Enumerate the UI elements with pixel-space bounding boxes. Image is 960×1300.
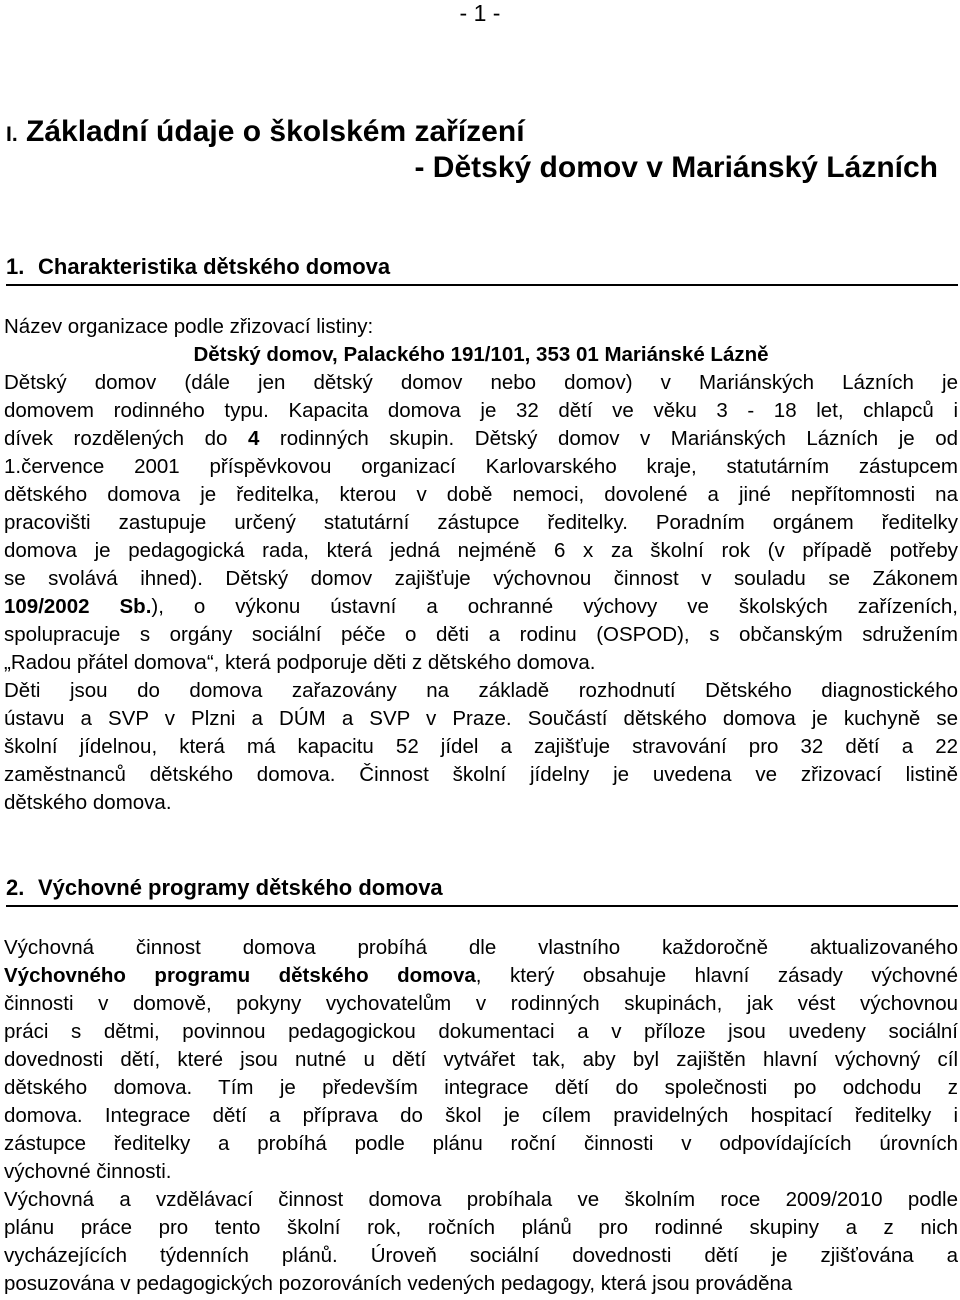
paragraph-line: domovem rodinného typu. Kapacita domova je 32 dětí ve věku 3 - 18 let, chlapců i bbox=[4, 399, 958, 422]
paragraph-line: Dětský domov, Palackého 191/101, 353 01 Mariánské Lázně bbox=[193, 343, 769, 366]
paragraph-line: se svolává ihned). Dětský domov zajišťuje výchovnou činnost v souladu se Zákonem bbox=[4, 567, 958, 590]
paragraph-line: dětského domova je ředitelka, kterou v době nemoci, dovolené a jiné nepřítomnosti na bbox=[4, 483, 958, 506]
section-2-number: 2. bbox=[6, 875, 25, 900]
paragraph-line: Dětský domov (dále jen dětský domov nebo domov) v Mariánských Lázních je bbox=[4, 371, 958, 394]
paragraph-line: Název organizace podle zřizovací listiny: bbox=[4, 315, 374, 338]
paragraph-line: 1.července 2001 příspěvkovou organizací Karlovarského kraje, statutárním zástupcem bbox=[4, 455, 958, 478]
paragraph-line: Výchovná činnost domova probíhá dle vlastního každoročně aktualizovaného bbox=[4, 936, 958, 959]
paragraph-line: zástupce ředitelky a probíhá podle plánu roční činnosti v odpovídajících úrovních bbox=[4, 1132, 958, 1155]
section-1-body bbox=[4, 313, 958, 817]
bold-text: 4 bbox=[247, 427, 260, 450]
text-segment: , který obsahuje hlavní zásady výchovné bbox=[475, 964, 958, 987]
text-segment: rodinných skupin. Dětský domov v Mariánských Lázních je od bbox=[259, 427, 958, 450]
section-2-title: Výchovné programy dětského domova bbox=[38, 875, 443, 900]
paragraph-line: práci s dětmi, povinnou pedagogickou dokumentaci a v příloze jsou uvedeny sociální bbox=[4, 1020, 958, 1043]
section-1-number: 1. bbox=[6, 254, 25, 279]
paragraph-line: zaměstnanců dětského domova. Činnost školní jídelny je uvedena ve zřizovací listině bbox=[4, 763, 958, 786]
title-line-1: Základní údaje o školském zařízení bbox=[26, 115, 525, 148]
paragraph-line: dětského domova. Tím je především integrace dětí do společnosti po odchodu z bbox=[4, 1076, 958, 1099]
paragraph-line: činnosti v domově, pokyny vychovatelům v rodinných skupinách, jak vést výchovnou bbox=[4, 992, 958, 1015]
bold-text: Výchovného programu dětského domova bbox=[4, 964, 476, 987]
section-2-body bbox=[4, 934, 958, 1298]
page-number: - 1 - bbox=[459, 0, 501, 26]
section-1-heading bbox=[6, 254, 958, 286]
paragraph-line: ústavu a SVP v Plzni a DÚM a SVP v Praze. Součástí dětského domova je kuchyně se bbox=[4, 707, 958, 730]
paragraph-line: „Radou přátel domova“, která podporuje děti z dětského domova. bbox=[4, 651, 596, 674]
paragraph-line: dovednosti dětí, které jsou nutné u dětí vytvářet tak, aby byl zajištěn hlavní výchovný cíl bbox=[4, 1048, 958, 1071]
paragraph-line: Děti jsou do domova zařazovány na základě rozhodnutí Dětského diagnostického bbox=[4, 679, 958, 702]
paragraph-line: plánu práce pro tento školní rok, ročních plánů pro rodinné skupiny a z nich bbox=[4, 1216, 958, 1239]
paragraph-line: vycházejících týdenních plánů. Úroveň sociální dovednosti dětí je zjišťována a bbox=[4, 1244, 958, 1267]
text-segment: dívek rozdělených do bbox=[4, 427, 248, 450]
section-2-heading bbox=[6, 875, 958, 907]
paragraph-line: domova je pedagogická rada, která jedná nejméně 6 x za školní rok (v případě potřeby bbox=[4, 539, 958, 562]
paragraph-line: pracovišti zastupuje určený statutární zástupce ředitelky. Poradním orgánem ředitelky bbox=[4, 511, 958, 534]
text-segment: ), o výkonu ústavní a ochranné výchovy ve školských zařízeních, bbox=[151, 595, 958, 618]
paragraph-line: dětského domova. bbox=[4, 791, 172, 814]
paragraph-line: výchovné činnosti. bbox=[4, 1160, 172, 1183]
title-roman-numeral: I. bbox=[6, 123, 18, 146]
paragraph-line: Výchovná a vzdělávací činnost domova probíhala ve školním roce 2009/2010 podle bbox=[4, 1188, 958, 1211]
paragraph-line: školní jídelnou, která má kapacitu 52 jídel a zajišťuje stravování pro 32 dětí a 22 bbox=[4, 735, 958, 758]
document-title bbox=[6, 114, 525, 153]
title-line-2: - Dětský domov v Mariánský Lázních bbox=[414, 151, 938, 184]
paragraph-line bbox=[4, 593, 958, 621]
section-1-title: Charakteristika dětského domova bbox=[38, 254, 391, 279]
paragraph-line bbox=[4, 962, 958, 990]
paragraph-line bbox=[4, 425, 958, 453]
paragraph-line: domova. Integrace dětí a příprava do škol je cílem pravidelných hospitací ředitelky i bbox=[4, 1104, 958, 1127]
bold-text: 109/2002 Sb. bbox=[4, 595, 152, 618]
paragraph-line: spolupracuje s orgány sociální péče o děti a rodinu (OSPOD), s občanským sdružením bbox=[4, 623, 958, 646]
paragraph-line: posuzována v pedagogických pozorováních vedených pedagogy, která jsou prováděna bbox=[4, 1272, 793, 1295]
